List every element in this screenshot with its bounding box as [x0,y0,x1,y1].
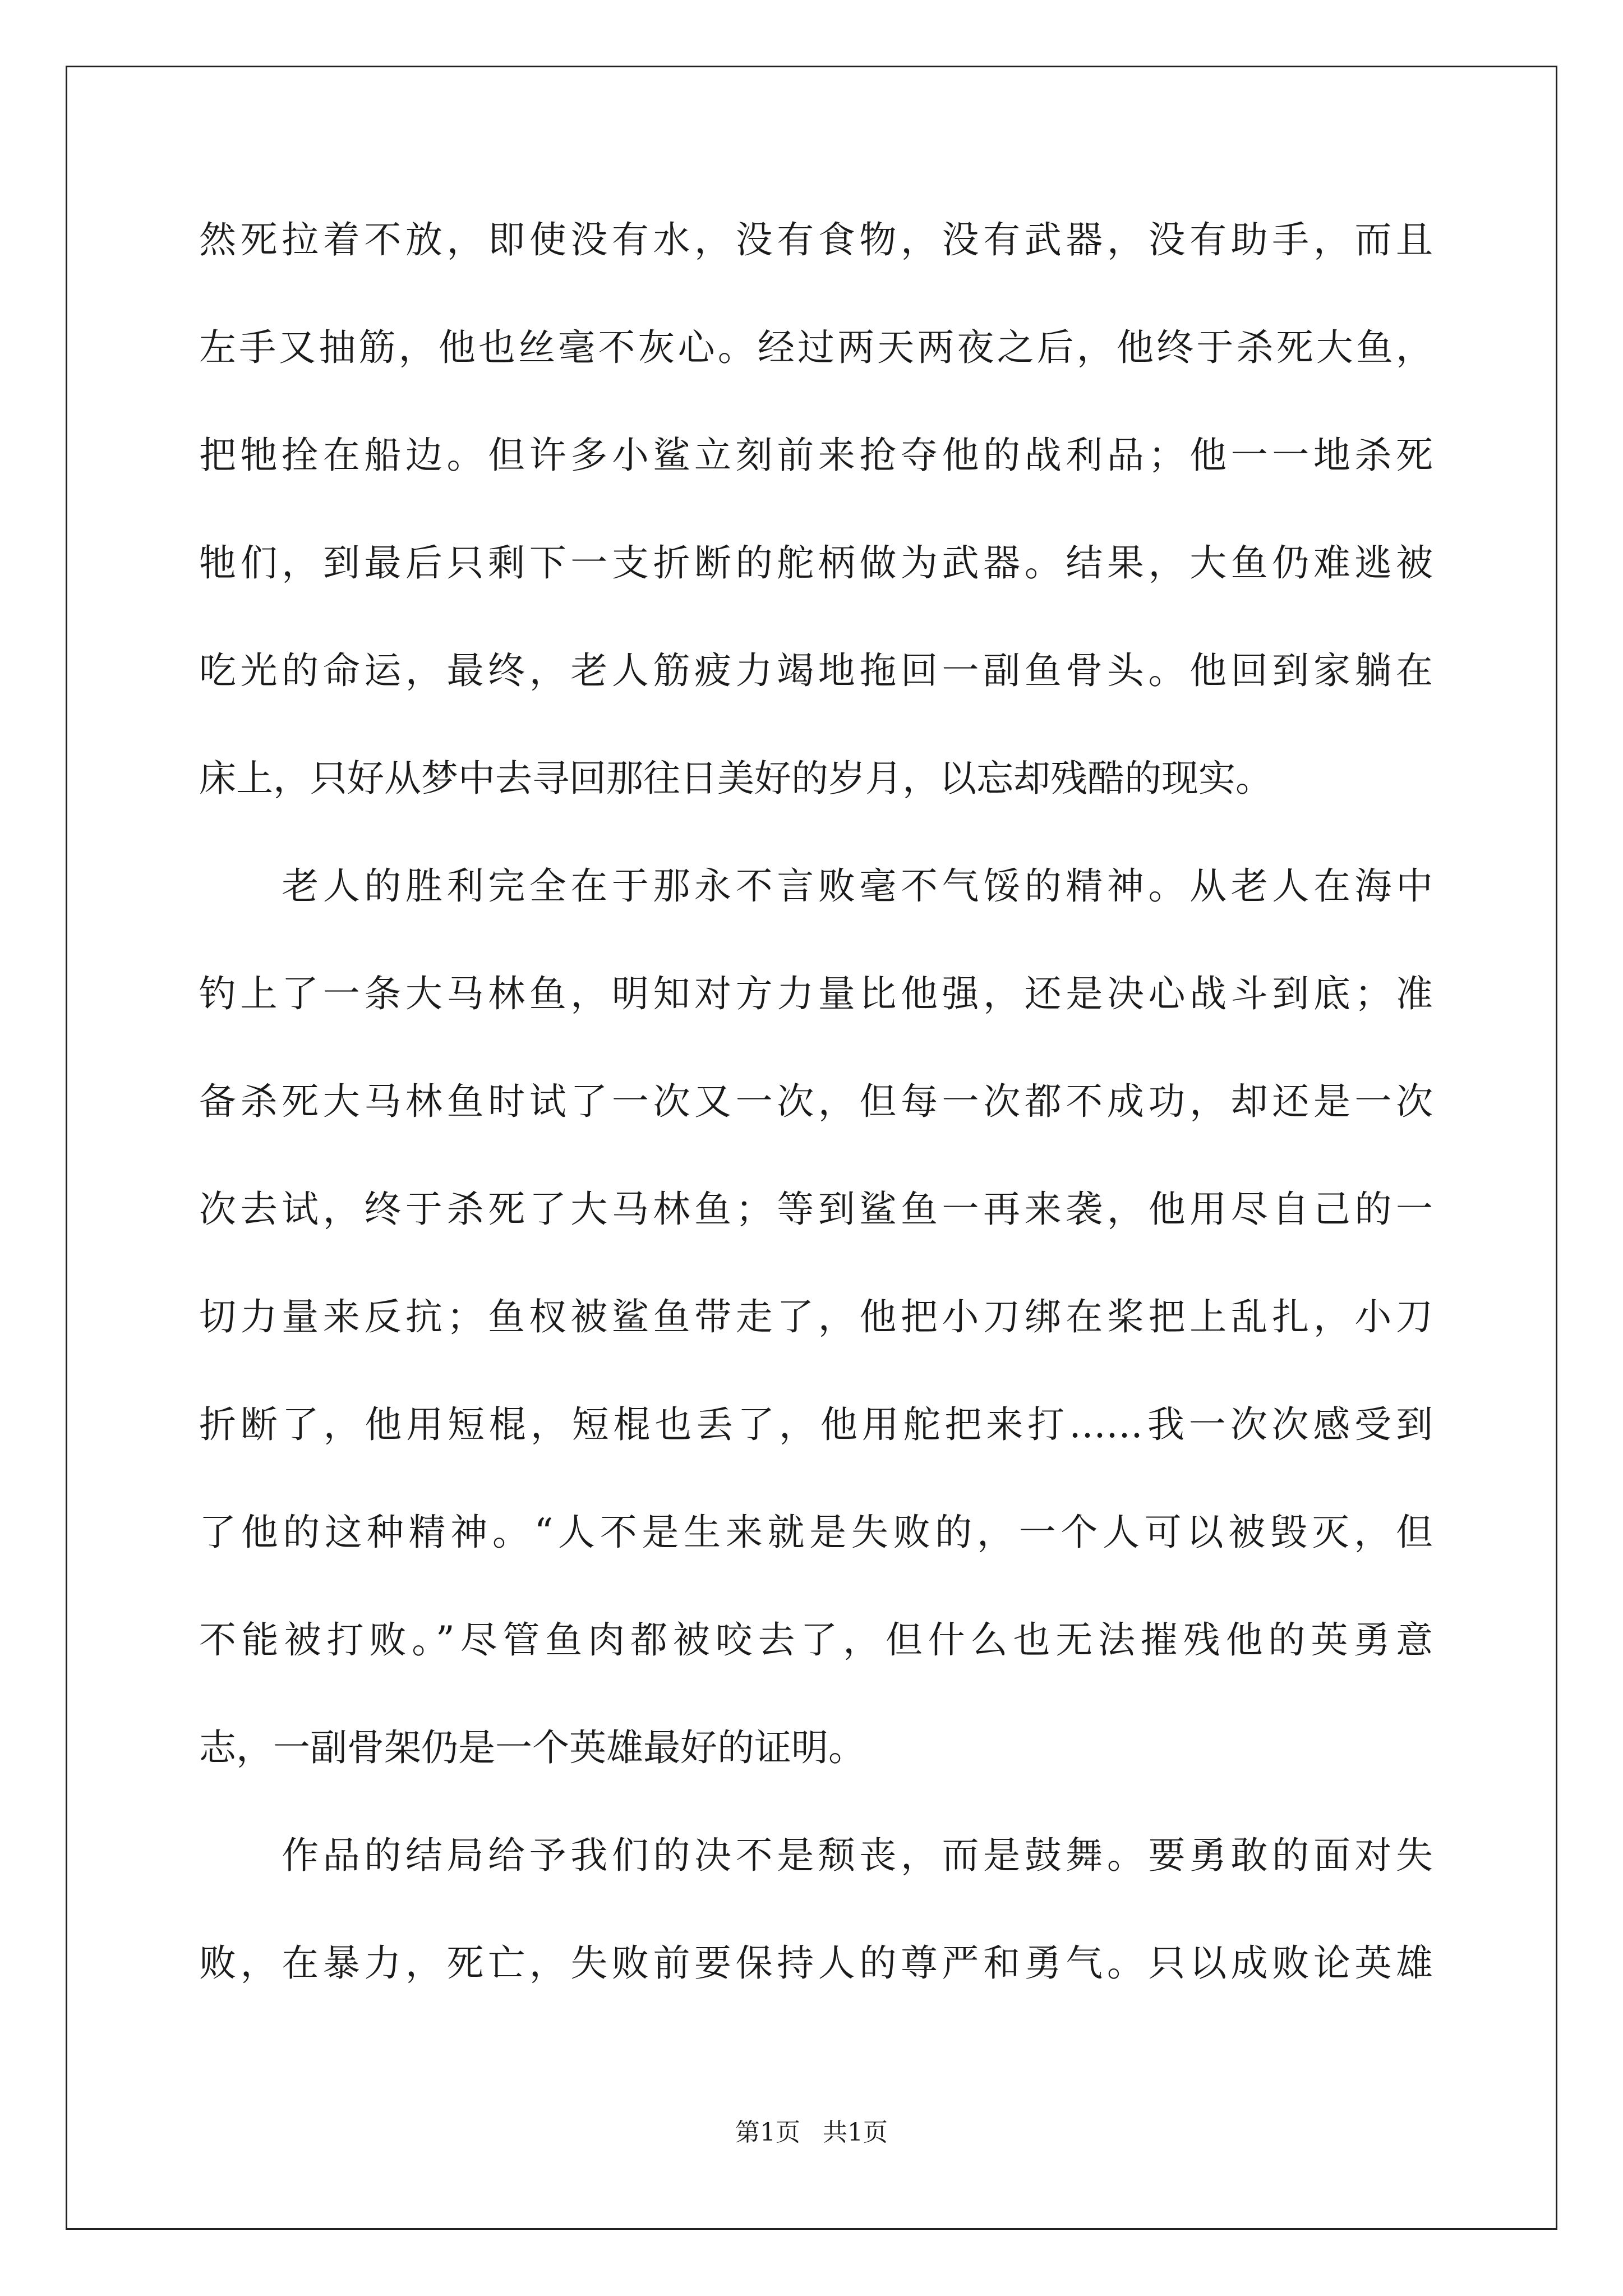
text-line: 把牠拴在船边。但许多小鲨立刻前来抢夺他的战利品；他一一地杀死 [199,434,1433,477]
text-line: 次去试，终于杀死了大马林鱼；等到鲨鱼一再来袭，他用尽自己的一 [199,1188,1433,1231]
text-line: 折断了，他用短棍，短棍也丢了，他用舵把来打……我一次次感受到 [199,1403,1433,1446]
page-footer [0,2112,1623,2148]
text-line: 切力量来反抗；鱼杈被鲨鱼带走了，他把小刀绑在桨把上乱扎，小刀 [199,1295,1433,1338]
text-line: 左手又抽筋，他也丝毫不灰心。经过两天两夜之后，他终于杀死大鱼， [199,326,1433,369]
text-line: 老人的胜利完全在于那永不言败毫不气馁的精神。从老人在海中 [199,864,1433,908]
page-frame [66,66,1557,2230]
text-line: 吃光的命运，最终，老人筋疲力竭地拖回一副鱼骨头。他回到家躺在 [199,649,1433,692]
page-total: 共1页 [823,2118,888,2147]
text-line: 然死拉着不放，即使没有水，没有食物，没有武器，没有助手，而且 [199,218,1433,261]
text-line: 牠们，到最后只剩下一支折断的舵柄做为武器。结果，大鱼仍难逃被 [199,541,1433,585]
text-line: 备杀死大马林鱼时试了一次又一次，但每一次都不成功，却还是一次 [199,1080,1433,1123]
text-line: 不能被打败。”尽管鱼肉都被咬去了，但什么也无法摧残他的英勇意 [199,1618,1433,1662]
text-line: 作品的结局给予我们的决不是颓丧，而是鼓舞。要勇敢的面对失 [199,1834,1433,1877]
text-line: 了他的这种精神。“人不是生来就是失败的，一个人可以被毁灭，但 [199,1511,1433,1554]
text-line: 志，一副骨架仍是一个英雄最好的证明。 [199,1726,865,1769]
text-line: 败，在暴力，死亡，失败前要保持人的尊严和勇气。只以成败论英雄 [199,1941,1433,1985]
page-number: 第1页 [735,2118,800,2147]
text-line: 床上，只好从梦中去寻回那往日美好的岁月，以忘却残酷的现实。 [199,757,1272,800]
text-line: 钓上了一条大马林鱼，明知对方力量比他强，还是决心战斗到底；准 [199,972,1433,1015]
